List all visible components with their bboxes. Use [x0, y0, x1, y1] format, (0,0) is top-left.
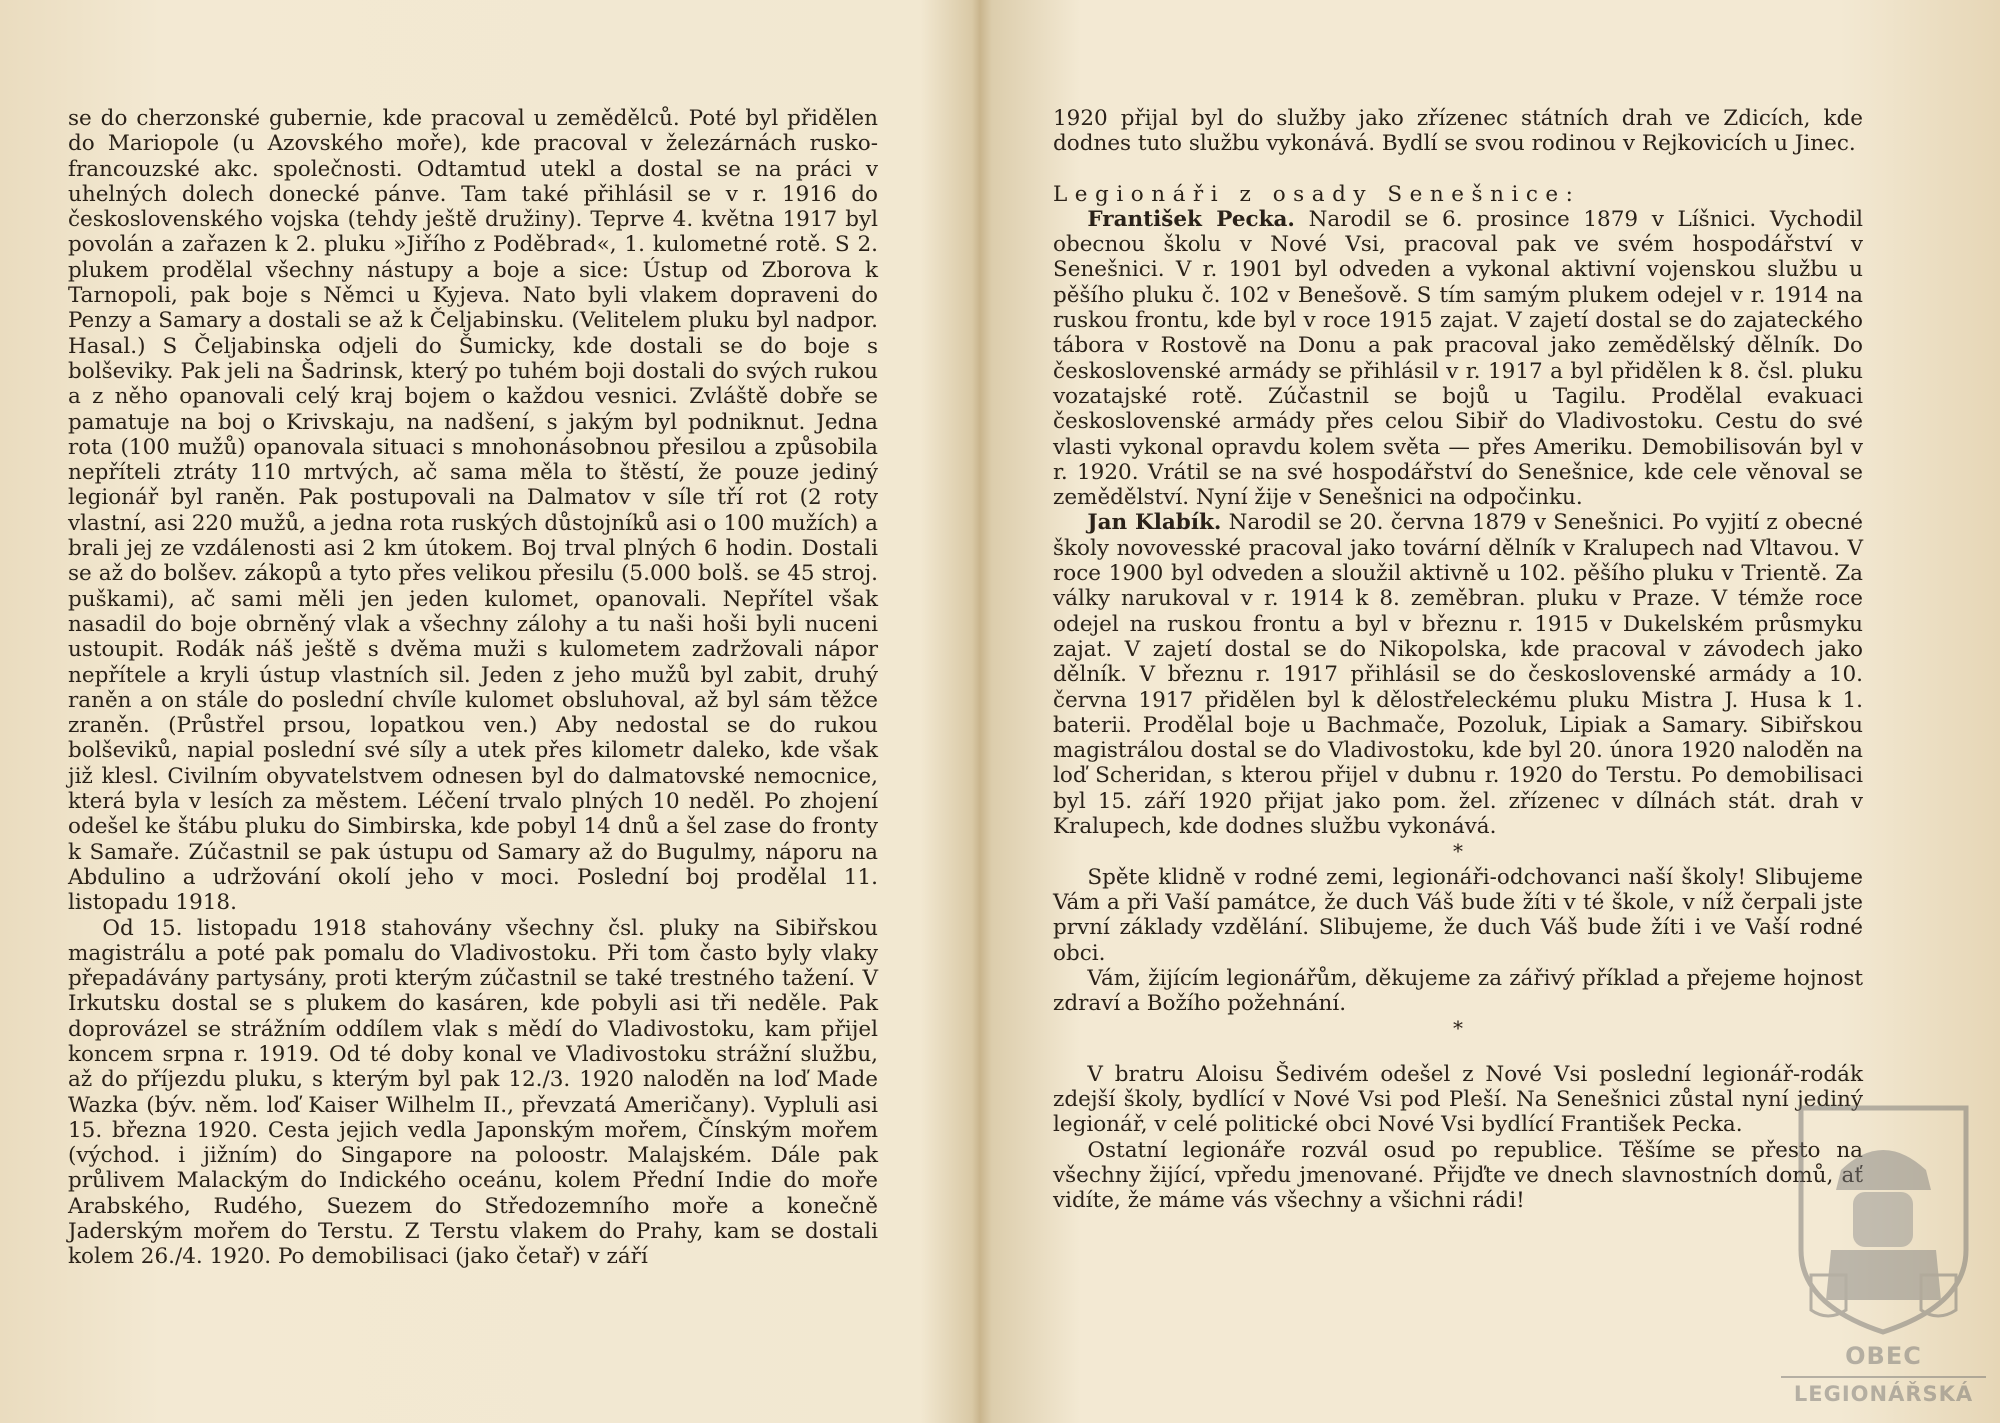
- closing-paragraph: Ostatní legionáře rozvál osud po republice. Těšíme se přesto na všechny žijící, vpředu jmenované. Přijďte ve dnech slavnostních domů, ať vidíte, že máme vás všechny a všichni rádi!: [1053, 1137, 1863, 1214]
- legionary-name: Jan Klabík.: [1087, 510, 1222, 536]
- watermark-stamp: [1781, 1100, 1986, 1415]
- paragraph: Od 15. listopadu 1918 stahovány všechny čsl. pluky na Sibiřskou magistrálu a poté pak pomalu do Vladivostoku. Při tom často byly vlaky přepadávány partysány, proti kterým zúčastnil se také trestného tažení. V Irkutsku dostal se s plukem do kasáren, kde pobyli asi tři neděle. Pak doprovázel se strážním oddílem vlak s mědí do Vladivostoku, kam přijel koncem srpna r. 1919. Od té doby konal ve Vladivostoku strážní službu, až do příjezdu pluku, s kterým byl pak 12./3. 1920 naloděn na loď Made Wazka (býv. něm. loď Kaiser Wilhelm II., převzatá Američany). Vypluli asi 15. března 1920. Cesta jejich vedla Japonským mořem, Čínským mořem (východ. i jižním) do Singapore na poloostr. Malajském. Dále pak průlivem Malackým do Indického oceánu, kolem Přední Indie do moře Arabského, Rudého, Suezem do Středozemního moře a konečně Jaderským mořem do Terstu. Z Terstu vlakem do Prahy, kam se dostali kolem 26./4. 1920. Po demobilisaci (jako četař) v září: [68, 915, 878, 1270]
- legionary-entry: [1053, 510, 1863, 839]
- separator-asterisk: *: [1453, 839, 1463, 864]
- right-page: [990, 0, 2000, 1423]
- legionary-emblem-icon: [1781, 1100, 1986, 1340]
- legionary-bio: Narodil se 20. června 1879 v Senešnici. Po vyjití z obecné školy novovesské pracoval jako tovární dělník v Kralupech nad Vltavou. V roce 1900 byl odveden a sloužil aktivně u 102. pěšího pluku v Trientě. Za války narukoval v r. 1914 k 8. zeměbran. pluku v Praze. V témže roce odejel na ruskou frontu a byl v březnu r. 1915 v Dukelském průsmyku zajat. V zajetí dostal se do Nikopolska, kde pracoval v závodech jako dělník. V březnu r. 1917 přihlásil se do československé armády a 10. června 1917 přidělen byl k dělostřeleckému pluku Mistra J. Husa k 1. baterii. Prodělal boje u Bachmače, Pozoluk, Lipiak a Samary. Sibiřskou magistrálou dostal se do Vladivostoku, kde byl 20. února 1920 naloděn na loď Scheridan, s kterou přijel v dubnu r. 1920 do Terstu. Po demobilisaci byl 15. září 1920 přijat jako pom. žel. zřízenec v dílnách stát. drah v Kralupech, kde dodnes službu vykonává.: [1053, 510, 1864, 840]
- continuation-paragraph: 1920 přijal byl do služby jako zřízenec státních drah ve Zdicích, kde dodnes tuto službu vykonává. Bydlí se svou rodinou v Rejkovicích u Jinec.: [1053, 106, 1863, 157]
- right-text-column: [1053, 106, 1863, 1213]
- legionary-bio: Narodil se 6. prosince 1879 v Líšnici. Vychodil obecnou školu v Nové Vsi, pracoval pak ve svém hospodářství v Senešnici. V r. 1901 byl odveden a vykonal aktivní vojenskou službu u pěšího pluku č. 102 v Benešově. S tím samým plukem odejel v r. 1914 na ruskou frontu, kde byl v roce 1915 zajat. V zajetí dostal se do zajateckého tábora v Rostově na Donu a pak pracoval jako zemědělský dělník. Do československé armády se přihlásil v r. 1917 a byl přidělen k 8. čsl. pluku vozatajské rotě. Zúčastnil se bojů u Tagilu. Prodělal evakuaci československé armády přes celou Sibiř do Vladivostoku. Cestu do své vlasti vykonal opravdu kolem světa — přes Ameriku. Demobilisován byl v r. 1920. Vrátil se na své hospodářství do Senešnice, kde cele věnoval se zemědělství. Nyní žije v Senešnici na odpočinku.: [1053, 206, 1863, 511]
- legionary-name: František Pecka.: [1087, 206, 1295, 232]
- left-text-column: [68, 106, 878, 1270]
- section-heading: Legionáři z osady Senešnice:: [1053, 181, 1581, 207]
- paragraph: se do cherzonské gubernie, kde pracoval u zemědělců. Poté byl přidělen do Mariopole (u Azovského moře), kde pracoval v železárnách rusko-francouzské akc. společnosti. Odtamtud utekl a dostal se na práci v uhelných dolech donecké pánve. Tam také přihlásil se v r. 1916 do československého vojska (tehdy ještě družiny). Teprve 4. května 1917 byl povolán a zařazen k 2. pluku »Jiřího z Poděbrad«, 1. kulometné rotě. S 2. plukem prodělal všechny nástupy a boje a sice: Ústup od Zborova k Tarnopoli, pak boje s Němci u Kyjeva. Nato byli vlakem dopraveni do Penzy a Samary a dostali se až k Čeljabinsku. (Velitelem pluku byl nadpor. Hasal.) S Čeljabinska odjeli do Šumicky, kde dostali se do boje s bolševiky. Pak jeli na Šadrinsk, který po tuhém boji dostali do svých rukou a z něho opanovali celý kraj bojem o každou vesnici. Zvláště dobře se pamatuje na boj o Krivskaju, na nadšení, s jakým byl podniknut. Jedna rota (100 mužů) opanovala situaci s mnohonásobnou přesilou a způsobila nepříteli ztráty 110 mrtvých, ač sama měla to štěstí, že pouze jediný legionář byl raněn. Pak postupovali na Dalmatov v síle tří rot (2 roty vlastní, asi 220 mužů, a jedna rota ruských důstojníků asi o 100 mužích) a brali jej ze vzdálenosti asi 2 km útokem. Boj trval plných 6 hodin. Dostali se až do bolšev. zákopů a tyto přes velikou přesilu (5.000 bolš. se 45 stroj. puškami), ač sami měli jen jeden kulomet, opanovali. Nepřítel však nasadil do boje obrněný vlak a všechny zálohy a tu naši hoši byli nuceni ustoupit. Rodák náš ještě s dvěma muži s kulometem zadržovali nápor nepřítele a kryli ústup vlastních sil. Jeden z jeho mužů byl zabit, druhý raněn a on stále do poslední chvíle kulomet obsluhoval, až byl sám těžce zraněn. (Průstřel prsou, lopatkou ven.) Aby nedostal se do rukou bolševiků, napial poslední své síly a utek přes kilometr daleko, kde však již klesl. Civilním obyvatelstvem odnesen byl do dalmatovské nemocnice, která byla v lesích za městem. Léčení trvalo plných 10 neděl. Po zhojení odešel ke štábu pluku do Simbirska, kde pobyl 14 dnů a šel zase do fronty k Samaře. Zúčastnil se pak ústupu od Samary až do Bugulmy, náporu na Abdulino a udržování okolí jeho v moci. Poslední boj prodělal 11. listopadu 1918.: [68, 106, 878, 916]
- closing-paragraph: V bratru Aloisu Šedivém odešel z Nové Vsi poslední legionář-rodák zdejší školy, bydlící v Nové Vsi pod Pleší. Na Senešnici zůstal nyní jediný legionář, v celé politické obci Nové Vsi bydlící František Pecka.: [1053, 1061, 1863, 1138]
- left-page: [0, 0, 990, 1423]
- closing-paragraph: Vám, žijícím legionářům, děkujeme za zářivý příklad a přejeme hojnost zdraví a Božího požehnání.: [1053, 965, 1863, 1017]
- legionary-entry: [1053, 207, 1863, 511]
- separator-asterisk: *: [1453, 1016, 1463, 1041]
- watermark-label: LEGIONÁŘSKÁ: [1781, 1376, 1986, 1406]
- closing-paragraph: Spěte klidně v rodné zemi, legionáři-odchovanci naší školy! Slibujeme Vám a při Vaší památce, že duch Váš bude žíti v té škole, v níž čerpali jste první základy vzdělání. Slibujeme, že duch Váš bude žíti i ve Vaší rodné obci.: [1053, 864, 1863, 966]
- watermark-label: OBEC: [1845, 1342, 1922, 1370]
